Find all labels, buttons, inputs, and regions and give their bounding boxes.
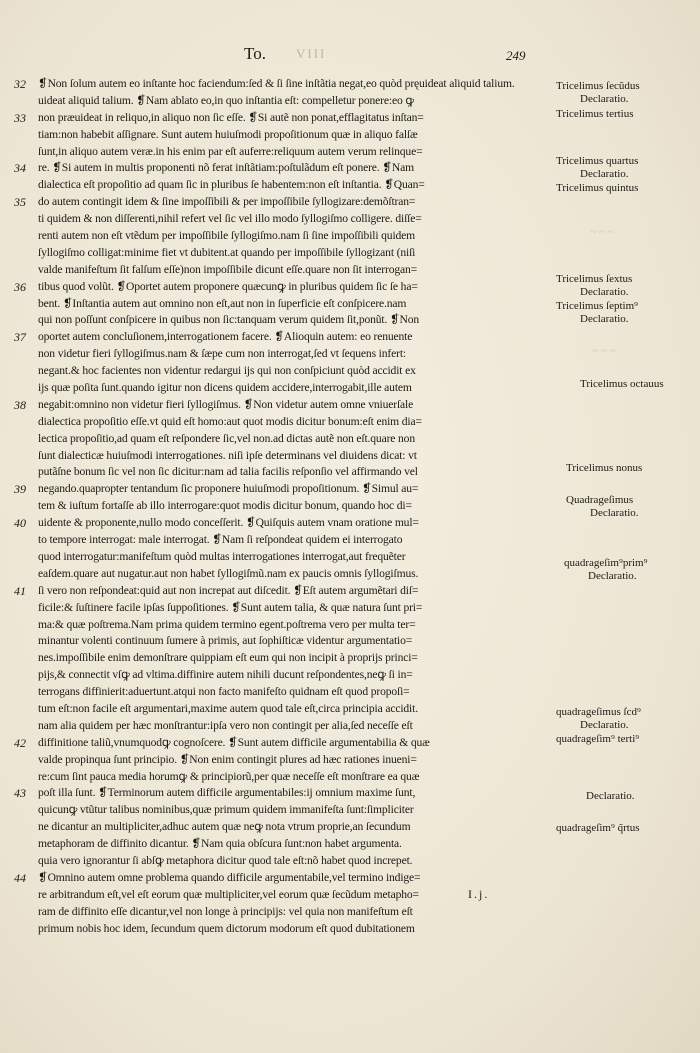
line-section-number: 40 xyxy=(14,516,26,531)
line-text: terrogans diffinierit:aduertunt.atqui non facto manifeſto quidnam eſt quod propoſi= xyxy=(38,685,410,699)
folio-number: 249 xyxy=(506,48,526,63)
line-text: pijs,& connectit vſꝙ ad vltima.diffinire autem nihili ducunt reſpondentes,neꝙ ſi in= xyxy=(38,668,413,682)
line-text: quicunꝙ vtũtur talibus nominibus,quæ primum quidem immanifeſta ſunt:ſimpliciter xyxy=(38,803,414,817)
margin-note-heading: Quadrageſimus xyxy=(566,494,634,506)
margin-note xyxy=(564,557,647,583)
margin-note xyxy=(556,155,638,181)
line-text: re arbitrandum eſt,vel eſt eorum quæ multipliciter,vel eorum quæ ſecũdum metapho= xyxy=(38,887,419,901)
margin-note-declaratio: Declaratio. xyxy=(588,570,637,582)
line-section-number: 37 xyxy=(14,330,26,345)
margin-note-heading: quadrageſimus ſcd⁹ xyxy=(556,706,641,718)
line-section-number: 32 xyxy=(14,77,26,91)
line-text: ijs quæ poſita ſunt.quando igitur non dicens quidem accidere,interrogabit,ille autem xyxy=(38,381,412,395)
margin-note-declaratio: Declaratio. xyxy=(580,286,629,298)
margin-note xyxy=(556,733,639,746)
margin-note-heading: Tricelimus quartus xyxy=(556,155,639,167)
line-text: bent. ❡Inſtantia autem aut omnino non eſt,aut non in ſuperficie eſt conſpicere.nam xyxy=(38,296,407,310)
line-text: lectica propoſitio,ad quam eſt reſpondere ſic,vel non.ad dictas autẽ non eſt.quare non xyxy=(38,431,415,445)
line-text: uidente & proponente,nullo modo conceſſerit. ❡Quiſquis autem vnam oratione mul= xyxy=(38,516,419,530)
margin-note xyxy=(556,273,632,299)
signature-mark: I.j. xyxy=(468,887,490,901)
margin-note xyxy=(556,706,641,732)
margin-note-declaratio: Declaratio. xyxy=(580,719,629,731)
line-text: re. ❡Si autem in multis proponenti nõ ferat inſtãtiam:poſtulãdum eſt ponere. ❡Nam xyxy=(38,161,414,175)
line-section-number: 34 xyxy=(14,161,26,176)
line-text: qui non poſſunt conſpicere in quibus non ſic:tanquam verum quidem ſit,ponũt. ❡Non xyxy=(38,313,420,327)
line-text: negando.quapropter tentandum ſic proponere huiuſmodi propoſitionum. ❡Simul au= xyxy=(38,482,419,496)
line-text: renti autem non eſt vtẽdum per impoſſibile ſyllogiſmo.nam ſi ſine impoſſibili quidem xyxy=(38,229,416,243)
line-section-number: 44 xyxy=(14,870,26,885)
margin-note-heading: quadrageſim⁹ terti⁹ xyxy=(556,733,640,745)
bleed-through-smudge: ~ ~ ~ xyxy=(590,226,614,238)
line-text: to tempore interrogat: male interrogat. ❡Nam ſi reſpondeat quidem ei interrogato xyxy=(38,533,403,547)
line-text: negabit:omnino non videtur fieri ſyllogiſmus. ❡Non videtur autem omne vniuerſale xyxy=(38,397,414,411)
line-text: ſyllogiſmo colligat:minime fiet vt dubitent.at quando per impoſſibile ſyllogizant (niſi xyxy=(38,245,416,259)
line-text: re:cum ſint pauca media horumꝙ & principiorũ,per quæ neceſſe eſt monſtrare ea quæ xyxy=(38,769,420,783)
line-text: ne dicantur an multipliciter,adhuc autem quæ neꝙ nota vtrum proprie,an ſecundum xyxy=(38,820,411,834)
line-section-number: 33 xyxy=(14,110,26,125)
margin-note xyxy=(556,108,634,121)
margin-note-heading: Tricelimus quintus xyxy=(556,182,639,194)
margin-note-heading: Tricelimus nonus xyxy=(566,462,643,474)
line-section-number: 38 xyxy=(14,397,26,412)
margin-note-heading: Tricelimus ſextus xyxy=(556,273,633,285)
margin-note-heading: Declaratio. xyxy=(586,790,635,802)
margin-note xyxy=(580,378,664,391)
line-text: primum nobis hoc idem, ſecundum quem dictorum modorum eſt quod dubitationem xyxy=(38,921,415,935)
line-text: ❡Non ſolum autem eo inſtante hoc faciendum:ſed & ſi ſine inſtãtia negat,eo quòd pręuideat aliquid talium. xyxy=(38,77,515,90)
line-text: ſunt,in aliquo autem veræ.in his enim par eſt auferre:reliquum autem verum relinque= xyxy=(38,144,423,158)
line-text: oportet autem concluſionem,interrogationem facere. ❡Alioquin autem: eo renuente xyxy=(38,330,413,344)
margin-note-declaratio: Declaratio. xyxy=(580,168,629,180)
margin-note xyxy=(556,182,638,195)
line-text: ❡Omnino autem omne problema quando difficile argumentabile,vel termino indige= xyxy=(38,870,421,884)
line-text: negant.& hoc facientes non videntur redargui ijs qui non conſpiciunt quòd accidit ex xyxy=(38,364,416,378)
line-text: tiam:non habebit aſſignare. Sunt autem huiuſmodi propoſitionum quæ in aliquo falſæ xyxy=(38,127,418,141)
line-text: putãſne bonum ſic vel non ſic dicitur:nam ad talia facilis reſponſio vel affirmando vel xyxy=(38,465,418,479)
line-text: dialectica eſt propoſitio ad quam ſic in pluribus ſe habentem:non eſt inſtantia. ❡Quan= xyxy=(38,178,425,192)
margin-note-heading: Tricelimus octauus xyxy=(580,378,664,390)
line-text: non videtur fieri ſyllogiſmus.nam & ſæpe cum non interrogat,ſed vt ſequens infert: xyxy=(38,347,406,361)
line-text: valde propinqua ſunt principio. ❡Non enim contingit plures ad hæc rationes inueni= xyxy=(38,752,417,766)
line-section-number: 42 xyxy=(14,735,26,750)
line-text: eaſdem.quare aut nugatur.aut non habet ſyllogiſmũ.nam ex paucis omnis ſyllogiſmus. xyxy=(38,566,419,580)
line-section-number: 36 xyxy=(14,279,26,294)
line-text: tum eſt:non facile eſt argumentari,maxime autem quod tale eſt,circa principia accidit. xyxy=(38,701,418,715)
line-text: metaphoram de diffinito dicantur. ❡Nam quia obſcura ſunt:non habet argumenta. xyxy=(38,837,402,851)
margin-note-heading: quadrageſim⁹prim⁹ xyxy=(564,557,648,569)
line-text: tibus quod volũt. ❡Oportet autem proponere quæcunꝙ in pluribus quidem ſic ſe ha= xyxy=(38,279,418,293)
line-text: quia vero ignorantur ſi abſꝙ metaphora dicitur quod tale eſt:nõ habet quod increpet. xyxy=(38,853,413,867)
line-text: ma:& quæ poſtrema.Nam prima quidem termino egent.poſtrema vero per multa ter= xyxy=(38,617,416,631)
line-text: ſi vero non reſpondeat:quid aut non increpat aut diſcedit. ❡Eſt autem argumẽtari diſ= xyxy=(38,583,419,597)
line-text: uideat aliquid talium. ❡Nam ablato eo,in quo inſtantia eſt: compelletur ponere:eo ꝙ xyxy=(38,93,414,107)
line-section-number: 41 xyxy=(14,583,26,598)
margin-note-heading: Tricelimus tertius xyxy=(556,108,634,120)
margin-note-declaratio: Declaratio. xyxy=(590,507,639,519)
margin-note-heading: quadrageſim⁹ q̃rtus xyxy=(556,822,640,834)
margin-note xyxy=(566,494,639,520)
line-text: ſunt dialecticæ huiuſmodi interrogationes. niſi ipſe determinans vel diuidens dicat: vt xyxy=(38,448,417,462)
line-section-number: 43 xyxy=(14,786,26,801)
line-text: ficile:& ſuſtinere facile ipſas ſuppoſitiones. ❡Sunt autem talia, & quæ natura ſunt pri= xyxy=(38,600,423,614)
line-text: non præuideat in reliquo,in aliquo non ſic eſſe. ❡Si autẽ non ponat,efflagitatus inſtan= xyxy=(38,110,424,124)
line-text: valde manifeſtum ſit falſum eſſe)non impoſſibile dicunt eſſe.quare non ſit interrogan= xyxy=(38,262,418,276)
line-section-number: 39 xyxy=(14,482,26,497)
line-section-number: 35 xyxy=(14,195,26,210)
margin-note xyxy=(566,462,642,475)
line-text: minantur volenti continuum ſumere à primis, aut ſophiſticæ videntur argumentatio= xyxy=(38,634,413,648)
bleed-through-mark: VIII xyxy=(296,46,327,61)
line-text: nam alia quidem per hæc monſtrantur:ipſa vero non contingit per alia,ſed neceſſe eſt xyxy=(38,718,413,732)
margin-note-heading: Tricelimus ſeptim⁹ xyxy=(556,300,638,312)
running-title: To. xyxy=(244,44,266,63)
line-text: ti quidem & non diſſerenti,nihil refert vel ſic vel illo modo ſyllogiſmo colligere. diſſe= xyxy=(38,212,422,226)
line-text: poſt illa ſunt. ❡Terminorum autem difficile argumentabiles:ij omnium maxime ſunt, xyxy=(38,786,416,800)
margin-note-declaratio: Declaratio. xyxy=(580,93,629,105)
margin-note xyxy=(556,822,640,835)
line-text: do autem contingit idem & ſine impoſſibili & per impoſſibile ſyllogizare:demõſtran= xyxy=(38,195,416,209)
line-text: diffinitione taliũ,vnumquodꝙ cognoſcere. ❡Sunt autem difficile argumentabilia & quæ xyxy=(38,735,430,749)
line-text: dialectica propoſitio eſſe.vt quid eſt homo:aut quot modis dicitur bonum:eſt enim dia= xyxy=(38,414,422,428)
bleed-through-smudge: ~ ~ ~ xyxy=(592,345,616,357)
line-text: ram de diffinito eſſe dicantur,vel non longe à principijs: vel quia non manifeſtum eſt xyxy=(38,904,413,918)
margin-note xyxy=(556,300,638,326)
margin-note-heading: Tricelimus ſecũdus xyxy=(556,80,640,92)
line-text: tem & iuſtum fortaſſe ab illo interrogare:quot modis dicitur bonum, quando hoc di= xyxy=(38,499,412,513)
margin-note xyxy=(586,790,635,803)
line-text: nes.impoſſibile enim demonſtrare quippiam eſt eum qui non incipit à proprijs princi= xyxy=(38,651,418,665)
margin-note-declaratio: Declaratio. xyxy=(580,313,629,325)
margin-note xyxy=(556,80,640,106)
line-text: quod interrogatur:manifeſtum quòd multas interrogationes interrogat,aut frequẽter xyxy=(38,549,406,563)
